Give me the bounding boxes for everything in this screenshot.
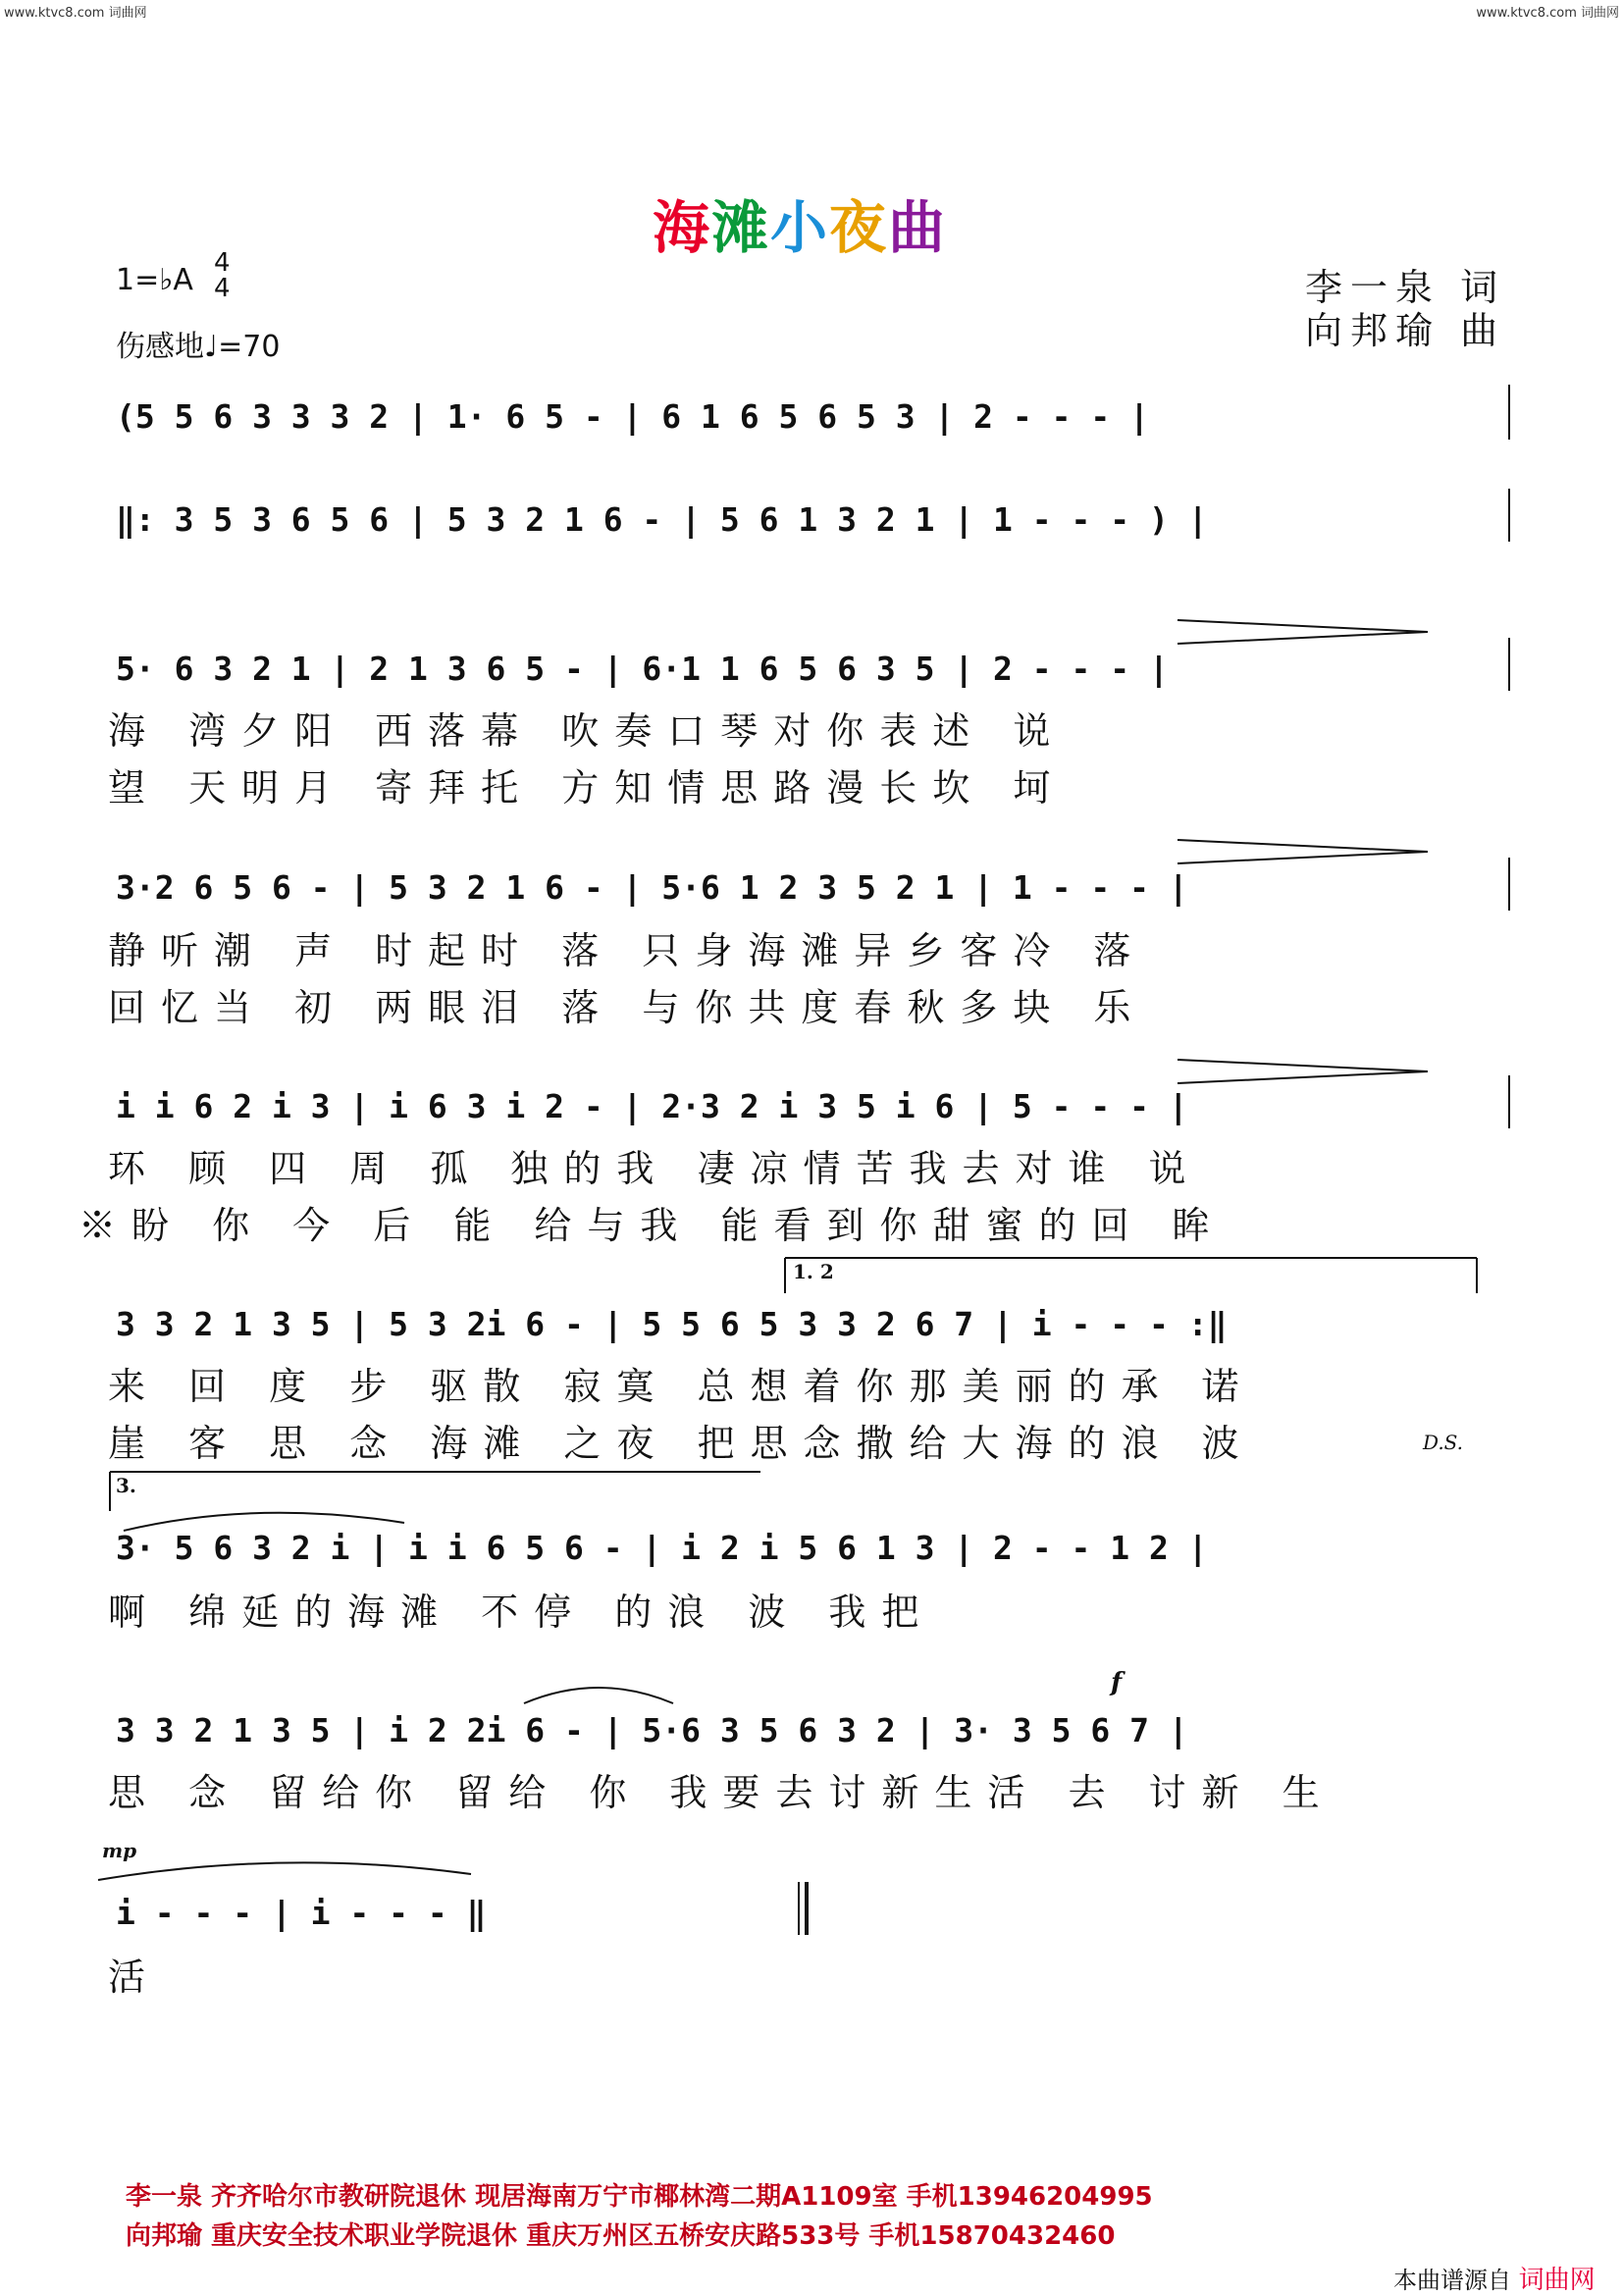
title-char: 滩 (711, 194, 771, 261)
title-char: 小 (770, 194, 830, 261)
score-line-8-notes: 3 3 2 1 3 5 | i 2 2i 6 - | 5·6 3 5 6 3 2 | 3· 3 5 6 7 | (116, 1711, 1188, 1749)
score-line-7-lyrics: 啊 绵延的海滩 不停 的浪 波 我把 (108, 1591, 935, 1634)
dynamic-mezzo-piano: mp (102, 1839, 137, 1862)
title-char: 海 (653, 194, 712, 261)
score-line-4-notes: 3·2 6 5 6 - | 5 3 2 1 6 - | 5·6 1 2 3 5 2 1 | 1 - - - | (116, 868, 1188, 907)
header-url-left[interactable]: www.ktvc8.com 词曲网 (4, 6, 147, 21)
header-url-right[interactable]: www.ktvc8.com 词曲网 (1476, 6, 1619, 21)
source-text: 本曲谱源自 (1393, 2267, 1511, 2294)
score-line-5-lyrics-verse-2: ※盼 你 今 后 能 给与我 能看到你甜蜜的回 眸 (79, 1204, 1226, 1247)
score-line-5-notes: i i 6 2 i 3 | i 6 3 i 2 - | 2·3 2 i 3 5 i 6 | 5 - - - | (116, 1087, 1188, 1125)
score-line-2-notes: ‖: 3 5 3 6 5 6 | 5 3 2 1 6 - | 5 6 1 3 2 1 | 1 - - - ) | (116, 500, 1208, 539)
score-line-8-lyrics: 思 念 留给你 留给 你 我要去讨新生活 去 讨新 生 (108, 1771, 1335, 1814)
meter-bottom: 4 (214, 274, 231, 303)
meter-top: 4 (214, 248, 231, 278)
score-line-6-lyrics-verse-1: 来 回 度 步 驱散 寂寞 总想着你那美丽的承 诺 (108, 1365, 1255, 1408)
score-line-3-lyrics-verse-2: 望 天明月 寄拜托 方知情思路漫长坎 坷 (108, 766, 1067, 809)
key-signature: 1=♭A (116, 263, 193, 297)
contact-note-lyricist: 李一泉 齐齐哈尔市教研院退休 现居海南万宁市椰林湾二期A1109室 手机13946204995 (126, 2182, 1153, 2212)
dal-segno-marking: D.S. (1423, 1431, 1464, 1454)
volta-3-label: 3. (116, 1474, 136, 1497)
lyricist-credit: 李一泉 词 (1305, 266, 1506, 309)
dynamic-forte: f (1111, 1668, 1123, 1697)
tempo-marking: 伤感地♩=70 (116, 330, 281, 364)
score-line-5-lyrics-verse-1: 环 顾 四 周 孤 独的我 凄凉情苦我去对谁 说 (108, 1147, 1202, 1190)
composer-credit: 向邦瑜 曲 (1305, 309, 1506, 352)
score-line-1-notes: (5 5 6 3 3 3 2 | 1· 6 5 - | 6 1 6 5 6 5 3 | 2 - - - | (116, 397, 1149, 436)
source-footer (1393, 2260, 1596, 2296)
score-line-3-notes: 5· 6 3 2 1 | 2 1 3 6 5 - | 6·1 1 6 5 6 3 5 | 2 - - - | (116, 650, 1169, 688)
title-char: 曲 (888, 194, 948, 261)
contact-note-composer: 向邦瑜 重庆安全技术职业学院退休 重庆万州区五桥安庆路533号 手机15870432460 (126, 2221, 1116, 2251)
score-line-9-notes: i - - - | i - - - ‖ (116, 1894, 487, 1932)
source-logo[interactable]: 词曲网 (1518, 2266, 1596, 2295)
score-line-3-lyrics-verse-1: 海 湾夕阳 西落幕 吹奏口琴对你表述 说 (108, 709, 1067, 753)
score-line-6-lyrics-verse-2: 崖 客 思 念 海滩 之夜 把思念撒给大海的浪 波 (108, 1422, 1255, 1465)
score-line-4-lyrics-verse-2: 回忆当 初 两眼泪 落 与你共度春秋多块 乐 (108, 986, 1147, 1029)
score-line-4-lyrics-verse-1: 静听潮 声 时起时 落 只身海滩异乡客冷 落 (108, 929, 1147, 972)
score-line-9-lyrics: 活 (108, 1956, 162, 1999)
title-char: 夜 (829, 194, 889, 261)
volta-1-2-label: 1. 2 (793, 1260, 834, 1283)
score-line-7-notes: 3· 5 6 3 2 i | i i 6 5 6 - | i 2 i 5 6 1 3 | 2 - - 1 2 | (116, 1529, 1208, 1567)
score-line-6-notes: 3 3 2 1 3 5 | 5 3 2i 6 - | 5 5 6 5 3 3 2 6 7 | i - - - :‖ (116, 1305, 1228, 1343)
